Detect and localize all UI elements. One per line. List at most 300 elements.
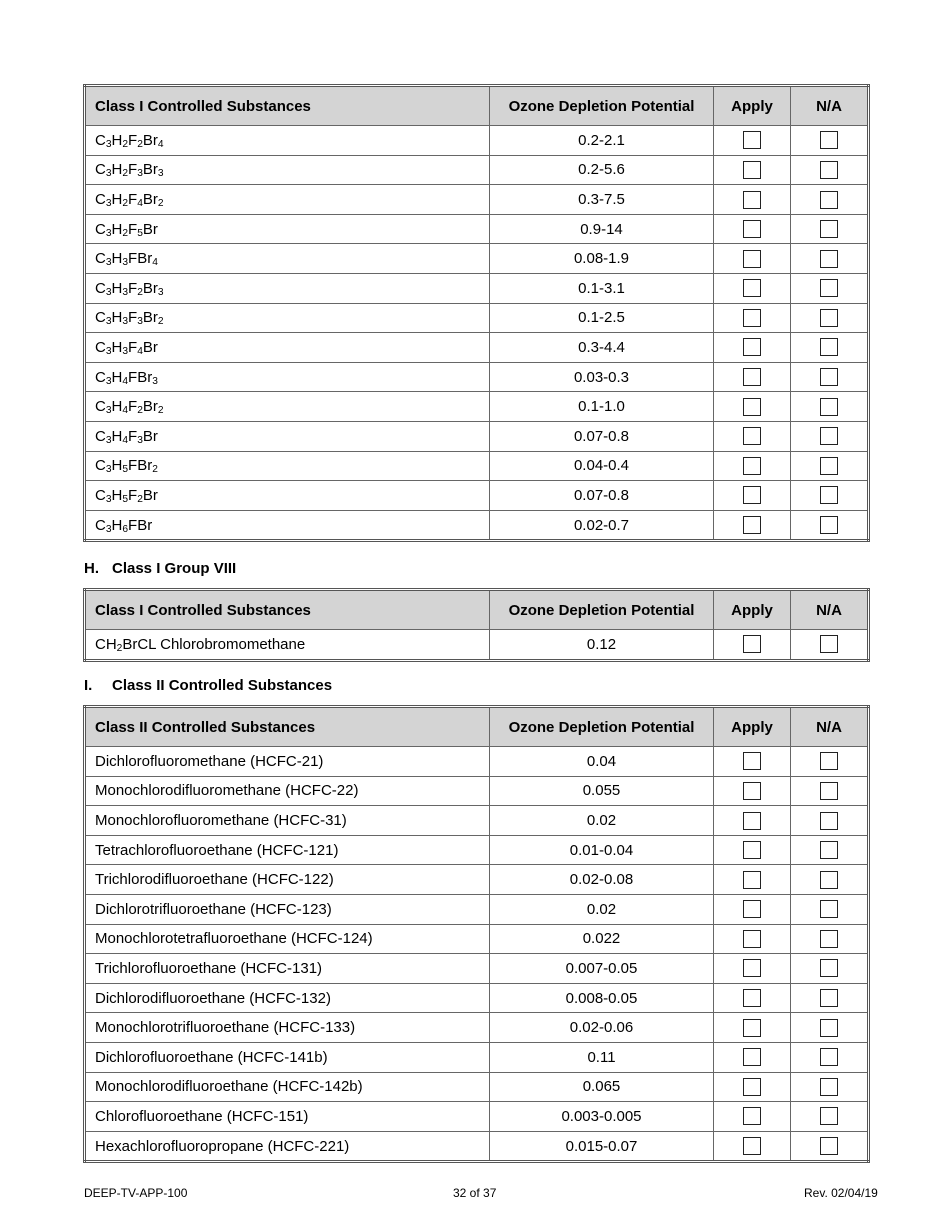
odp-value: 0.08-1.9 bbox=[490, 244, 714, 274]
formula-subscript: 4 bbox=[152, 257, 158, 269]
table-row bbox=[85, 421, 869, 451]
na-cell bbox=[791, 481, 869, 511]
substance-column-header: Class I Controlled Substances bbox=[85, 590, 490, 630]
class1-table-body bbox=[85, 126, 869, 541]
apply-cell bbox=[714, 983, 791, 1013]
formula-text: F bbox=[128, 427, 138, 445]
odp-column-header: Ozone Depletion Potential bbox=[490, 86, 714, 126]
formula-subscript: 3 bbox=[105, 139, 112, 151]
apply-checkbox[interactable] bbox=[743, 368, 761, 386]
odp-value: 0.04 bbox=[490, 747, 714, 777]
apply-cell bbox=[714, 510, 791, 541]
formula-text: FBr bbox=[128, 457, 153, 475]
odp-value: 0.065 bbox=[490, 1072, 714, 1102]
formula-text: Br bbox=[142, 279, 158, 297]
formula-text: C bbox=[95, 250, 106, 268]
formula-subscript: 3 bbox=[105, 198, 112, 210]
odp-value: 0.04-0.4 bbox=[490, 451, 714, 481]
substance-name bbox=[85, 392, 490, 422]
section-heading-h bbox=[84, 560, 236, 577]
odp-value: 0.1-3.1 bbox=[490, 273, 714, 303]
table-row bbox=[85, 1013, 869, 1043]
apply-cell bbox=[714, 1131, 791, 1162]
formula-text: Br bbox=[142, 398, 158, 416]
formula-subscript: 2 bbox=[122, 227, 129, 239]
apply-column-header: Apply bbox=[714, 590, 791, 630]
na-checkbox[interactable] bbox=[820, 161, 838, 179]
formula-subscript: 3 bbox=[105, 316, 112, 328]
na-checkbox[interactable] bbox=[820, 871, 838, 889]
table-row bbox=[85, 865, 869, 895]
odp-value: 0.11 bbox=[490, 1042, 714, 1072]
apply-checkbox[interactable] bbox=[743, 427, 761, 445]
apply-checkbox[interactable] bbox=[743, 191, 761, 209]
apply-checkbox[interactable] bbox=[743, 1078, 761, 1096]
table-row bbox=[85, 747, 869, 777]
na-checkbox[interactable] bbox=[820, 930, 838, 948]
na-column-header: N/A bbox=[791, 707, 869, 747]
formula-text: C bbox=[95, 220, 106, 238]
na-cell bbox=[791, 630, 869, 661]
odp-value: 0.022 bbox=[490, 924, 714, 954]
class1-group8-table-body bbox=[85, 630, 869, 661]
formula-subscript: 5 bbox=[137, 227, 143, 239]
formula-text: H bbox=[111, 398, 123, 416]
apply-cell bbox=[714, 865, 791, 895]
na-cell bbox=[791, 983, 869, 1013]
formula-text: FBr bbox=[128, 368, 153, 386]
formula-text: C bbox=[95, 516, 106, 534]
odp-value: 0.9-14 bbox=[490, 214, 714, 244]
na-cell bbox=[791, 155, 869, 185]
apply-cell bbox=[714, 451, 791, 481]
formula-text: F bbox=[128, 161, 138, 179]
na-cell bbox=[791, 333, 869, 363]
apply-checkbox[interactable] bbox=[743, 871, 761, 889]
formula-text: C bbox=[95, 486, 106, 504]
formula-text: H bbox=[111, 338, 123, 356]
footer-revision: Rev. 02/04/19 bbox=[804, 1186, 878, 1200]
na-cell bbox=[791, 244, 869, 274]
footer-doc-id: DEEP-TV-APP-100 bbox=[84, 1186, 188, 1200]
odp-value: 0.2-5.6 bbox=[490, 155, 714, 185]
apply-cell bbox=[714, 333, 791, 363]
class1-substances-table bbox=[83, 84, 870, 542]
formula-subscript: 5 bbox=[122, 494, 129, 506]
formula-subscript: 3 bbox=[122, 257, 129, 269]
odp-value: 0.02 bbox=[490, 894, 714, 924]
na-cell bbox=[791, 865, 869, 895]
apply-checkbox[interactable] bbox=[743, 989, 761, 1007]
section-title: Class II Controlled Substances bbox=[112, 677, 333, 694]
apply-cell bbox=[714, 1042, 791, 1072]
formula-text: C bbox=[95, 279, 106, 297]
formula-text: F bbox=[128, 338, 138, 356]
apply-cell bbox=[714, 214, 791, 244]
formula-text: H bbox=[111, 220, 123, 238]
apply-cell bbox=[714, 747, 791, 777]
formula-text: FBr bbox=[128, 250, 153, 268]
odp-column-header: Ozone Depletion Potential bbox=[490, 590, 714, 630]
na-checkbox[interactable] bbox=[820, 900, 838, 918]
na-cell bbox=[791, 1072, 869, 1102]
substance-name bbox=[85, 421, 490, 451]
apply-cell bbox=[714, 835, 791, 865]
na-checkbox[interactable] bbox=[820, 191, 838, 209]
substance-name bbox=[85, 481, 490, 511]
substance-name bbox=[85, 451, 490, 481]
na-cell bbox=[791, 806, 869, 836]
apply-checkbox[interactable] bbox=[743, 752, 761, 770]
table-row bbox=[85, 1072, 869, 1102]
substance-name bbox=[85, 244, 490, 274]
substance-name bbox=[85, 126, 490, 156]
formula-subscript: 2 bbox=[122, 198, 129, 210]
formula-subscript: 4 bbox=[122, 434, 129, 446]
table-row bbox=[85, 510, 869, 541]
odp-value: 0.02-0.06 bbox=[490, 1013, 714, 1043]
na-checkbox[interactable] bbox=[820, 457, 838, 475]
odp-value: 0.1-1.0 bbox=[490, 392, 714, 422]
odp-value: 0.015-0.07 bbox=[490, 1131, 714, 1162]
na-cell bbox=[791, 835, 869, 865]
apply-checkbox[interactable] bbox=[743, 900, 761, 918]
apply-cell bbox=[714, 126, 791, 156]
substance-name bbox=[85, 155, 490, 185]
na-cell bbox=[791, 1102, 869, 1132]
table-row bbox=[85, 630, 869, 661]
substance-name: Trichlorofluoroethane (HCFC-131) bbox=[85, 954, 490, 984]
footer-page-number: 32 of 37 bbox=[453, 1186, 497, 1200]
formula-text: H bbox=[111, 161, 123, 179]
substance-name: Monochlorotetrafluoroethane (HCFC-124) bbox=[85, 924, 490, 954]
na-cell bbox=[791, 894, 869, 924]
section-letter: H. bbox=[84, 560, 99, 577]
formula-text: Br bbox=[142, 190, 158, 208]
table-header-row bbox=[85, 86, 869, 126]
na-cell bbox=[791, 1131, 869, 1162]
table-row bbox=[85, 835, 869, 865]
formula-text: C bbox=[95, 190, 106, 208]
odp-value: 0.12 bbox=[490, 630, 714, 661]
section-heading-i bbox=[84, 677, 332, 694]
formula-subscript: 2 bbox=[122, 139, 129, 151]
substance-name bbox=[85, 630, 490, 661]
na-checkbox[interactable] bbox=[820, 989, 838, 1007]
table-row bbox=[85, 392, 869, 422]
formula-text: C bbox=[95, 131, 106, 149]
apply-checkbox[interactable] bbox=[743, 635, 761, 653]
formula-text: F bbox=[128, 309, 138, 327]
table-row bbox=[85, 806, 869, 836]
table-row bbox=[85, 1042, 869, 1072]
na-cell bbox=[791, 303, 869, 333]
formula-text: H bbox=[111, 486, 123, 504]
class2-substances-table bbox=[83, 705, 870, 1163]
formula-subscript: 3 bbox=[122, 287, 129, 298]
apply-cell bbox=[714, 1102, 791, 1132]
substance-name: Monochlorodifluoromethane (HCFC-22) bbox=[85, 776, 490, 806]
apply-checkbox[interactable] bbox=[743, 1137, 761, 1155]
formula-text: C bbox=[95, 309, 106, 327]
na-checkbox[interactable] bbox=[820, 279, 838, 297]
formula-text: H bbox=[111, 309, 123, 327]
apply-cell bbox=[714, 776, 791, 806]
formula-subscript: 3 bbox=[105, 168, 112, 180]
na-checkbox[interactable] bbox=[820, 338, 838, 356]
na-checkbox[interactable] bbox=[820, 1107, 838, 1125]
table-row bbox=[85, 303, 869, 333]
substance-column-header: Class II Controlled Substances bbox=[85, 707, 490, 747]
na-cell bbox=[791, 392, 869, 422]
formula-text: C bbox=[95, 398, 106, 416]
table-row bbox=[85, 273, 869, 303]
apply-checkbox[interactable] bbox=[743, 841, 761, 859]
na-cell bbox=[791, 214, 869, 244]
formula-subscript: 3 bbox=[157, 287, 164, 298]
table-row bbox=[85, 776, 869, 806]
formula-subscript: 3 bbox=[137, 434, 143, 446]
formula-subscript: 4 bbox=[122, 375, 129, 387]
na-checkbox[interactable] bbox=[820, 486, 838, 504]
apply-cell bbox=[714, 1072, 791, 1102]
formula-subscript: 3 bbox=[122, 346, 129, 358]
na-checkbox[interactable] bbox=[820, 841, 838, 859]
formula-subscript: 3 bbox=[105, 405, 112, 417]
na-checkbox[interactable] bbox=[820, 635, 838, 653]
formula-text: C bbox=[95, 427, 106, 445]
formula-subscript: 3 bbox=[105, 434, 112, 446]
odp-column-header: Ozone Depletion Potential bbox=[490, 707, 714, 747]
formula-text: F bbox=[128, 220, 138, 238]
formula-text: Br bbox=[142, 131, 158, 149]
na-checkbox[interactable] bbox=[820, 516, 838, 534]
formula-text: FBr bbox=[128, 516, 153, 534]
apply-checkbox[interactable] bbox=[743, 220, 761, 238]
substance-name: Dichlorotrifluoroethane (HCFC-123) bbox=[85, 894, 490, 924]
class2-table-body bbox=[85, 747, 869, 1162]
na-checkbox[interactable] bbox=[820, 1019, 838, 1037]
formula-text: H bbox=[111, 457, 123, 475]
formula-text: Br bbox=[142, 161, 158, 179]
apply-checkbox[interactable] bbox=[743, 457, 761, 475]
formula-subscript: 3 bbox=[137, 168, 143, 180]
formula-subscript: 3 bbox=[157, 168, 164, 180]
odp-value: 0.007-0.05 bbox=[490, 954, 714, 984]
na-column-header: N/A bbox=[791, 590, 869, 630]
formula-text: F bbox=[128, 279, 138, 297]
substance-name: Chlorofluoroethane (HCFC-151) bbox=[85, 1102, 490, 1132]
apply-cell bbox=[714, 185, 791, 215]
formula-subscript: 3 bbox=[137, 316, 143, 328]
apply-cell bbox=[714, 303, 791, 333]
formula-text: Br bbox=[142, 220, 158, 238]
formula-text: H bbox=[111, 427, 123, 445]
apply-column-header: Apply bbox=[714, 86, 791, 126]
apply-checkbox[interactable] bbox=[743, 161, 761, 179]
formula-subscript: 2 bbox=[137, 494, 143, 506]
na-checkbox[interactable] bbox=[820, 309, 838, 327]
na-checkbox[interactable] bbox=[820, 368, 838, 386]
table-row bbox=[85, 185, 869, 215]
apply-checkbox[interactable] bbox=[743, 279, 761, 297]
na-cell bbox=[791, 776, 869, 806]
table-header-row bbox=[85, 590, 869, 630]
odp-value: 0.3-7.5 bbox=[490, 185, 714, 215]
odp-value: 0.1-2.5 bbox=[490, 303, 714, 333]
apply-cell bbox=[714, 924, 791, 954]
substance-name: Trichlorodifluoroethane (HCFC-122) bbox=[85, 865, 490, 895]
substance-name: Tetrachlorofluoroethane (HCFC-121) bbox=[85, 835, 490, 865]
apply-cell bbox=[714, 630, 791, 661]
formula-text: C bbox=[95, 457, 106, 475]
formula-subscript: 5 bbox=[122, 464, 129, 476]
apply-checkbox[interactable] bbox=[743, 398, 761, 416]
formula-text: Br bbox=[142, 309, 158, 327]
formula-subscript: 4 bbox=[157, 139, 164, 151]
formula-text: H bbox=[111, 131, 123, 149]
na-cell bbox=[791, 510, 869, 541]
apply-checkbox[interactable] bbox=[743, 486, 761, 504]
substance-name: Monochlorodifluoroethane (HCFC-142b) bbox=[85, 1072, 490, 1102]
apply-checkbox[interactable] bbox=[743, 1107, 761, 1125]
table-row bbox=[85, 451, 869, 481]
substance-name: Dichlorodifluoroethane (HCFC-132) bbox=[85, 983, 490, 1013]
substance-name bbox=[85, 214, 490, 244]
formula-text: C bbox=[95, 368, 106, 386]
table-row bbox=[85, 333, 869, 363]
formula-subscript: 3 bbox=[105, 464, 112, 476]
apply-checkbox[interactable] bbox=[743, 1048, 761, 1066]
formula-subscript: 2 bbox=[157, 316, 164, 328]
na-cell bbox=[791, 1042, 869, 1072]
table-row bbox=[85, 481, 869, 511]
na-checkbox[interactable] bbox=[820, 959, 838, 977]
na-checkbox[interactable] bbox=[820, 1078, 838, 1096]
substance-name bbox=[85, 185, 490, 215]
na-checkbox[interactable] bbox=[820, 250, 838, 268]
formula-subscript: 2 bbox=[157, 198, 164, 210]
apply-column-header: Apply bbox=[714, 707, 791, 747]
apply-checkbox[interactable] bbox=[743, 812, 761, 830]
substance-name: Monochlorotrifluoroethane (HCFC-133) bbox=[85, 1013, 490, 1043]
apply-checkbox[interactable] bbox=[743, 516, 761, 534]
formula-subscript: 3 bbox=[122, 316, 129, 328]
formula-text: F bbox=[128, 398, 138, 416]
table-row bbox=[85, 1131, 869, 1162]
odp-value: 0.008-0.05 bbox=[490, 983, 714, 1013]
formula-subscript: 6 bbox=[122, 523, 129, 535]
formula-subscript: 4 bbox=[122, 405, 129, 417]
formula-subscript: 2 bbox=[137, 405, 143, 417]
apply-checkbox[interactable] bbox=[743, 1019, 761, 1037]
na-cell bbox=[791, 126, 869, 156]
na-cell bbox=[791, 451, 869, 481]
na-cell bbox=[791, 747, 869, 777]
na-cell bbox=[791, 362, 869, 392]
table-row bbox=[85, 983, 869, 1013]
formula-subscript: 3 bbox=[105, 257, 112, 269]
table-row bbox=[85, 1102, 869, 1132]
formula-subscript: 2 bbox=[157, 405, 164, 417]
formula-text: BrCL Chlorobromomethane bbox=[122, 635, 306, 653]
apply-checkbox[interactable] bbox=[743, 131, 761, 149]
formula-subscript: 3 bbox=[105, 523, 112, 535]
apply-checkbox[interactable] bbox=[743, 959, 761, 977]
apply-checkbox[interactable] bbox=[743, 309, 761, 327]
apply-checkbox[interactable] bbox=[743, 250, 761, 268]
formula-subscript: 3 bbox=[105, 287, 112, 298]
na-checkbox[interactable] bbox=[820, 752, 838, 770]
substance-name bbox=[85, 303, 490, 333]
substance-name: Monochlorofluoromethane (HCFC-31) bbox=[85, 806, 490, 836]
formula-subscript: 2 bbox=[116, 643, 123, 655]
apply-checkbox[interactable] bbox=[743, 782, 761, 800]
formula-text: CH bbox=[95, 635, 117, 653]
na-checkbox[interactable] bbox=[820, 1048, 838, 1066]
class1-group8-table bbox=[83, 588, 870, 662]
apply-cell bbox=[714, 244, 791, 274]
na-checkbox[interactable] bbox=[820, 220, 838, 238]
na-checkbox[interactable] bbox=[820, 1137, 838, 1155]
formula-subscript: 3 bbox=[105, 494, 112, 506]
formula-text: Br bbox=[142, 338, 158, 356]
na-cell bbox=[791, 273, 869, 303]
substance-name bbox=[85, 333, 490, 363]
formula-subscript: 2 bbox=[152, 464, 158, 476]
apply-checkbox[interactable] bbox=[743, 930, 761, 948]
formula-text: H bbox=[111, 190, 123, 208]
substance-column-header: Class I Controlled Substances bbox=[85, 86, 490, 126]
apply-cell bbox=[714, 392, 791, 422]
formula-subscript: 2 bbox=[122, 168, 129, 180]
section-letter: I. bbox=[84, 677, 93, 694]
na-cell bbox=[791, 954, 869, 984]
na-checkbox[interactable] bbox=[820, 812, 838, 830]
formula-subscript: 3 bbox=[105, 346, 112, 358]
apply-cell bbox=[714, 421, 791, 451]
odp-value: 0.055 bbox=[490, 776, 714, 806]
formula-text: H bbox=[111, 368, 123, 386]
odp-value: 0.2-2.1 bbox=[490, 126, 714, 156]
odp-value: 0.02-0.08 bbox=[490, 865, 714, 895]
apply-cell bbox=[714, 954, 791, 984]
odp-value: 0.02-0.7 bbox=[490, 510, 714, 541]
odp-value: 0.01-0.04 bbox=[490, 835, 714, 865]
formula-text: F bbox=[128, 131, 138, 149]
formula-text: Br bbox=[142, 427, 158, 445]
table-row bbox=[85, 244, 869, 274]
na-column-header: N/A bbox=[791, 86, 869, 126]
na-checkbox[interactable] bbox=[820, 782, 838, 800]
formula-text: H bbox=[111, 516, 123, 534]
na-checkbox[interactable] bbox=[820, 427, 838, 445]
substance-name: Hexachlorofluoropropane (HCFC-221) bbox=[85, 1131, 490, 1162]
table-header-row bbox=[85, 707, 869, 747]
na-checkbox[interactable] bbox=[820, 131, 838, 149]
apply-cell bbox=[714, 894, 791, 924]
table-row bbox=[85, 155, 869, 185]
apply-checkbox[interactable] bbox=[743, 338, 761, 356]
table-row bbox=[85, 214, 869, 244]
table-row bbox=[85, 362, 869, 392]
na-checkbox[interactable] bbox=[820, 398, 838, 416]
apply-cell bbox=[714, 273, 791, 303]
table-row bbox=[85, 924, 869, 954]
formula-text: H bbox=[111, 250, 123, 268]
na-cell bbox=[791, 1013, 869, 1043]
formula-text: C bbox=[95, 161, 106, 179]
